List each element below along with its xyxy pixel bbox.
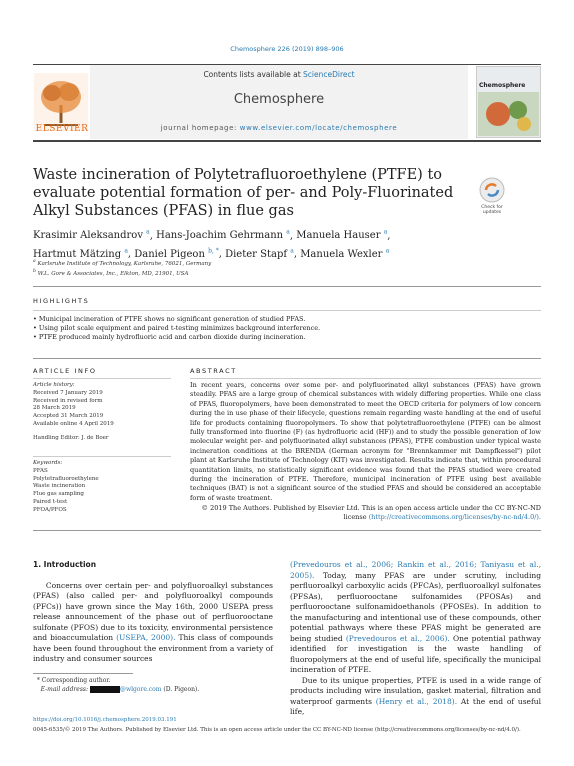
author[interactable]: Hans-Joachim Gehrmann $^a$: [156, 229, 290, 242]
author[interactable]: Dieter Stapf $^a$: [225, 247, 294, 260]
corresponding-author-note: * Corresponding author.: [36, 677, 111, 684]
divider: [33, 310, 541, 311]
abstract-text: In recent years, concerns over some per- and polyfluorinated alkyl substances (PFAS) have grown steadily. PFAS are a large group of chemical substances with widely differing properties. While one class of PFAS, fluoropolymers, have been demonstrated to meet the OECD criteria for polymers of low concern during the in use phase of their lifecycle, questions remain regarding waste handling at the end of useful life for products containing fluoropolymers. To show that polytetrafluoroethylene (PTFE) can be almost fully transformed into fluorine (F) (as hydrofluoric acid (HF)) and to study the possible generation of low molecular weight per- and polyfluorinated alkyl substances (PFAS), PTFE combustion under typical waste incineration conditions at the BRENDA (German acronym for "Brennkammer mit Dampfkessel") pilot plant at Karlsruhe Institute of Technology (KIT) was investigated. Results indicate that, within procedural quantitation limits, no statistically significant evidence was found that the PFAS studied were created during the incineration of PTFE. Therefore, municipal incineration of PTFE using best available techniques (BAT) is not a significant source of the studied PFAS and should be considered an acceptable form of waste treatment.: [190, 381, 541, 502]
keyword: Flue gas sampling: [33, 491, 84, 498]
highlight-item: • Municipal incineration of PTFE shows no significant generation of studied PFAS.: [33, 315, 306, 323]
intro-paragraph: (Prevedouros et al., 2006; Rankin et al., 2016; Taniyasu et al., 2005). Today, many PFAS are under scrutiny, including perfluoroalkyl carboxylic acids (PFCAs), perfluoroalkyl sulfonates (PFSAs), perfluorooctane sulfonamides (PFOSAs) and perfluorooctane sulfonamidoethanols (PFOSEs). In addition to the manufacturing and intentional use of these compounds, other potential pathways where these PFAS might be generated are being studied (Prevedouros et al., 2006). One potential pathway identified for investigation is the waste handling of fluoropolymers at the end of useful life, specifically the municipal incineration of PTFE.: [290, 560, 541, 674]
cover-title: Chemosphere: [479, 82, 526, 89]
journal-name: Chemosphere: [233, 92, 325, 107]
citation-link[interactable]: (Henry et al., 2018).: [375, 696, 458, 706]
license-line: 0045-6535/© 2019 The Authors. Published by Elsevier Ltd. This is an open access article under the CC BY-NC-ND license (http://creativecommons.org/licenses/by-nc-nd/4.0/).: [33, 727, 521, 733]
divider: [33, 358, 541, 359]
history-line: 28 March 2019: [33, 405, 76, 412]
redacted-email: [90, 686, 120, 693]
keywords: [33, 460, 153, 515]
author-corresponding[interactable]: Daniel Pigeon $^{b, *}$: [134, 247, 219, 260]
intro-right-column: [290, 560, 541, 718]
author[interactable]: Krasimir Aleksandrov $^a$: [33, 229, 150, 242]
keyword: Polytetrafluoroethylene: [33, 475, 99, 482]
history-line: Accepted 31 March 2019: [33, 413, 104, 420]
divider: [33, 286, 541, 287]
intro-paragraph: Concerns over certain per- and polyfluoroalkyl substances (PFAS) (also called per- and polyfluoroalkyl compounds (PFCs)) have grown since the May 16th, 2000 USEPA press release announcement of the phase out of perfluorooctane sulfonate (PFOS) due to its toxicity, environmental persistence and bioaccumulation (USEPA, 2000). This class of compounds have been found throughout the environment from a variety of industry and consumer sources: [33, 580, 273, 663]
affiliations: [33, 258, 513, 278]
header-bottom-rule: [33, 140, 541, 142]
cover-artwork: [478, 92, 539, 136]
affiliation-a: $^a$ Karlsruhe Institute of Technology, Karlsruhe, 76021, Germany: [33, 259, 212, 267]
contents-line: [90, 70, 468, 79]
handling-editor: Handling Editor: J. de Boer: [33, 434, 109, 441]
keyword: PFAS: [33, 467, 48, 474]
affiliation-b: $^b$ W.L. Gore & Associates, Inc., Elkton, MD, 21901, USA: [33, 268, 189, 277]
email-suffix: (D. Pigeon).: [161, 685, 200, 693]
intro-left-column: [33, 560, 273, 665]
keywords-label: Keywords:: [33, 460, 63, 466]
homepage-prefix: journal homepage:: [160, 124, 240, 132]
email-label: E-mail address:: [40, 685, 89, 693]
footnote: [33, 677, 273, 694]
footnote-rule: [33, 673, 133, 674]
intro-heading: 1. Introduction: [33, 560, 97, 569]
copyright-notice: © 2019 The Authors. Published by Elsevier Ltd. This is an open access article under the CC BY-NC-ND license (http://creativecommons.org/licenses/by-nc-nd/4.0/).: [201, 504, 541, 521]
keyword: Paired t-test: [33, 498, 68, 505]
sciencedirect-link[interactable]: ScienceDirect: [303, 70, 355, 79]
intro-paragraph: Due to its unique properties, PTFE is used in a wide range of products including wire insulation, gasket material, filtration and waterproof garments (Henry et al., 2018). At the end of useful life,: [290, 675, 541, 716]
publisher-name: ELSEVIER: [35, 124, 89, 134]
doi-link[interactable]: https://doi.org/10.1016/j.chemosphere.2019.03.191: [33, 717, 177, 723]
journal-citation[interactable]: Chemosphere 226 (2019) 898–906: [230, 45, 344, 53]
abstract-heading: ABSTRACT: [190, 367, 237, 375]
article-info-heading: ARTICLE INFO: [33, 367, 97, 375]
check-for-updates-icon[interactable]: [478, 176, 506, 204]
keyword: Waste incineration: [33, 483, 86, 490]
history-label: Article history:: [33, 382, 75, 388]
divider: [33, 530, 541, 531]
license-link[interactable]: (http://creativecommons.org/licenses/by-nc-nd/4.0/).: [368, 513, 541, 521]
citation-link[interactable]: (USEPA, 2000).: [116, 633, 176, 642]
divider: [33, 456, 171, 457]
history-line: Received in revised form: [33, 397, 103, 404]
divider: [190, 378, 541, 379]
homepage-link[interactable]: www.elsevier.com/locate/chemosphere: [239, 124, 398, 132]
article-title: Waste incineration of Polytetrafluoroethylene (PTFE) to evaluate potential formation of per- and Poly-Fluorinated Alkyl Substances (PFAS) in flue gas: [33, 167, 454, 219]
email-link[interactable]: @wlgore.com: [119, 685, 162, 693]
contents-prefix: Contents lists available at: [203, 70, 304, 79]
keyword: PFOA/PFOS: [33, 506, 67, 513]
citation-link[interactable]: (Prevedouros et al., 2006).: [345, 633, 450, 643]
divider: [33, 378, 171, 379]
highlights-heading: HIGHLIGHTS: [33, 297, 90, 305]
highlights-list: [33, 315, 541, 342]
article-history: [33, 382, 153, 443]
author[interactable]: Hartmut Mätzing $^a$: [33, 247, 128, 260]
citation-link[interactable]: (Prevedouros et al., 2006; Rankin et al., 2016; Taniyasu et al., 2005).: [290, 560, 541, 580]
author[interactable]: Manuela Hauser $^a$: [296, 229, 388, 242]
journal-homepage: [90, 124, 468, 132]
history-line: Received 7 January 2019: [33, 389, 103, 396]
check-for-updates-label[interactable]: Check for updates: [481, 205, 503, 215]
highlight-item: • PTFE produced mainly hydrofluoric acid and carbon dioxide during incineration.: [33, 333, 306, 341]
history-line: Available online 4 April 2019: [33, 420, 114, 427]
author[interactable]: Manuela Wexler $^a$: [300, 247, 390, 260]
highlight-item: • Using pilot scale equipment and paired t-testing minimizes background interference.: [33, 324, 321, 332]
author-list: Krasimir Aleksandrov $^a$, Hans-Joachim Gehrmann $^a$, Manuela Hauser $^a$, Hartmut Mätzing $^a$, Daniel Pigeon $^{b, *}$, Dieter Stapf $^a$, Manuela Wexler $^a$: [33, 229, 391, 260]
